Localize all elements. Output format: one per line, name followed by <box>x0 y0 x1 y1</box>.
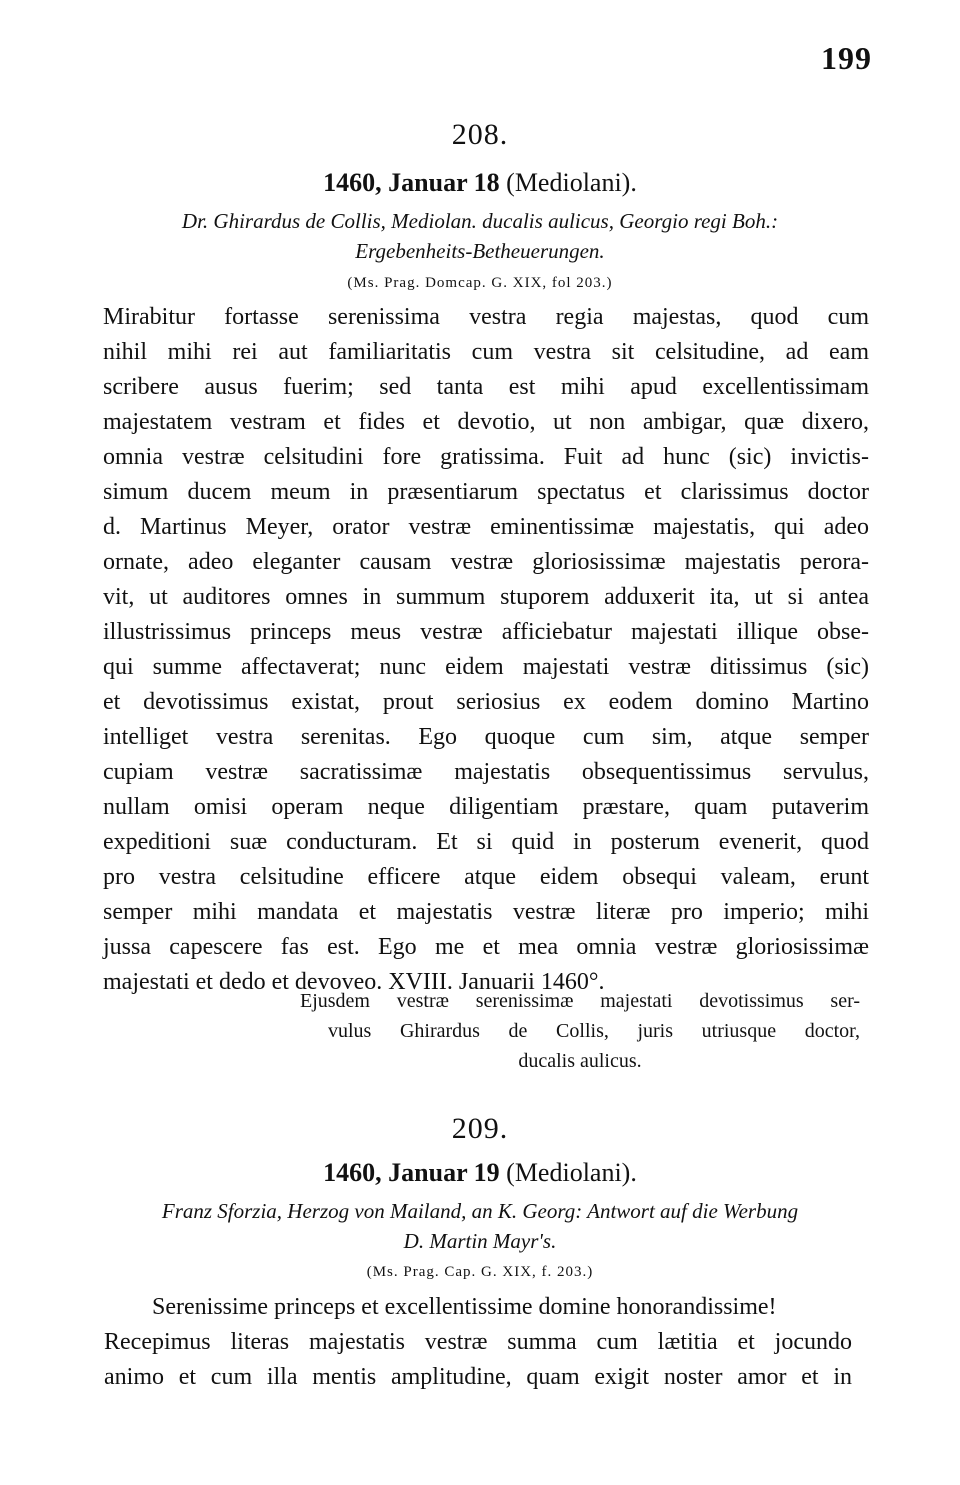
document-number: 208. <box>451 118 509 151</box>
regest-line: Franz Sforzia, Herzog von Mailand, an K. Georg: Antwort auf die Werbung <box>161 1199 799 1223</box>
body-line: simum ducem meum in præsentiarum spectatus et clarissimus doctor <box>103 479 869 505</box>
body-line: scribere ausus fuerim; sed tanta est mihi apud excellentissimam <box>103 374 869 400</box>
body-line: semper mihi mandata et majestatis vestræ literæ pro imperio; mihi <box>103 899 869 925</box>
date-place: (Mediolani). <box>506 168 637 197</box>
date-text: 1460, Januar 18 <box>323 168 500 197</box>
subscription-line: Ejusdem vestræ serenissimæ majestati devotissimus ser- <box>300 990 860 1012</box>
body-line: et devotissimus existat, prout seriosius ex eodem domino Martino <box>103 689 869 715</box>
body-line: nullam omisi operam neque diligentiam præstare, quam putaverim <box>103 794 869 820</box>
date-place: (Mediolani). <box>506 1158 637 1187</box>
source-reference: (Ms. Prag. Domcap. G. XIX, fol 203.) <box>347 275 613 291</box>
document-date <box>0 168 960 198</box>
body-line: illustrissimus princeps meus vestræ afficiebatur majestati illique obse- <box>103 619 869 645</box>
body-line: nihil mihi rei aut familiaritatis cum vestra sit celsitudine, ad eam <box>103 339 869 365</box>
document-regest <box>90 1196 870 1256</box>
body-line: ornate, adeo eleganter causam vestræ gloriosissimæ majestatis perora- <box>103 549 869 575</box>
body-line: Serenissime princeps et excellentissime domine honorandissime! <box>152 1294 777 1320</box>
body-line: jussa capescere fas est. Ego me et mea omnia vestræ gloriosissimæ <box>103 934 869 960</box>
body-line: expeditioni suæ conducturam. Et si quid in posterum evenerit, quod <box>103 829 869 855</box>
subscription-line: vulus Ghirardus de Collis, juris utriusque doctor, <box>328 1020 860 1042</box>
document-body <box>103 300 869 1000</box>
body-line: pro vestra celsitudine efficere atque eidem obsequi valeam, erunt <box>103 864 869 890</box>
body-line: qui summe affectaverat; nunc eidem majestati vestræ ditissimus (sic) <box>103 654 869 680</box>
regest-line: Ergebenheits-Betheuerungen. <box>355 239 605 263</box>
document-body <box>104 1290 852 1395</box>
body-line: animo et cum illa mentis amplitudine, quam exigit noster amor et in <box>104 1364 852 1390</box>
body-line: cupiam vestræ sacratissimæ majestatis obsequentissimus servulus, <box>103 759 869 785</box>
body-line: majestati et dedo et devoveo. XVIII. Januarii 1460°. <box>103 969 605 995</box>
body-line: intelliget vestra serenitas. Ego quoque cum sim, atque semper <box>103 724 869 750</box>
body-line: Mirabitur fortasse serenissima vestra regia majestas, quod cum <box>103 304 869 330</box>
page-number: 199 <box>821 40 872 76</box>
document-regest <box>90 206 870 266</box>
regest-line: D. Martin Mayr's. <box>403 1229 557 1253</box>
regest-line: Dr. Ghirardus de Collis, Mediolan. ducalis aulicus, Georgio regi Boh.: <box>181 209 779 233</box>
date-text: 1460, Januar 19 <box>323 1158 500 1187</box>
document-date <box>0 1158 960 1188</box>
body-line: majestatem vestram et fides et devotio, ut non ambigar, quæ dixero, <box>103 409 869 435</box>
document-number: 209. <box>451 1112 509 1145</box>
body-line: d. Martinus Meyer, orator vestræ eminentissimæ majestatis, qui adeo <box>103 514 869 540</box>
body-line: omnia vestræ celsitudini fore gratissima. Fuit ad hunc (sic) invictis- <box>103 444 869 470</box>
source-reference: (Ms. Prag. Cap. G. XIX, f. 203.) <box>366 1264 594 1280</box>
subscription-line: ducalis aulicus. <box>518 1050 642 1072</box>
body-line: Recepimus literas majestatis vestræ summa cum lætitia et jocundo <box>104 1329 852 1355</box>
subscription <box>300 986 860 1076</box>
body-line: vit, ut auditores omnes in summum stuporem adduxerit ita, ut si antea <box>103 584 869 610</box>
